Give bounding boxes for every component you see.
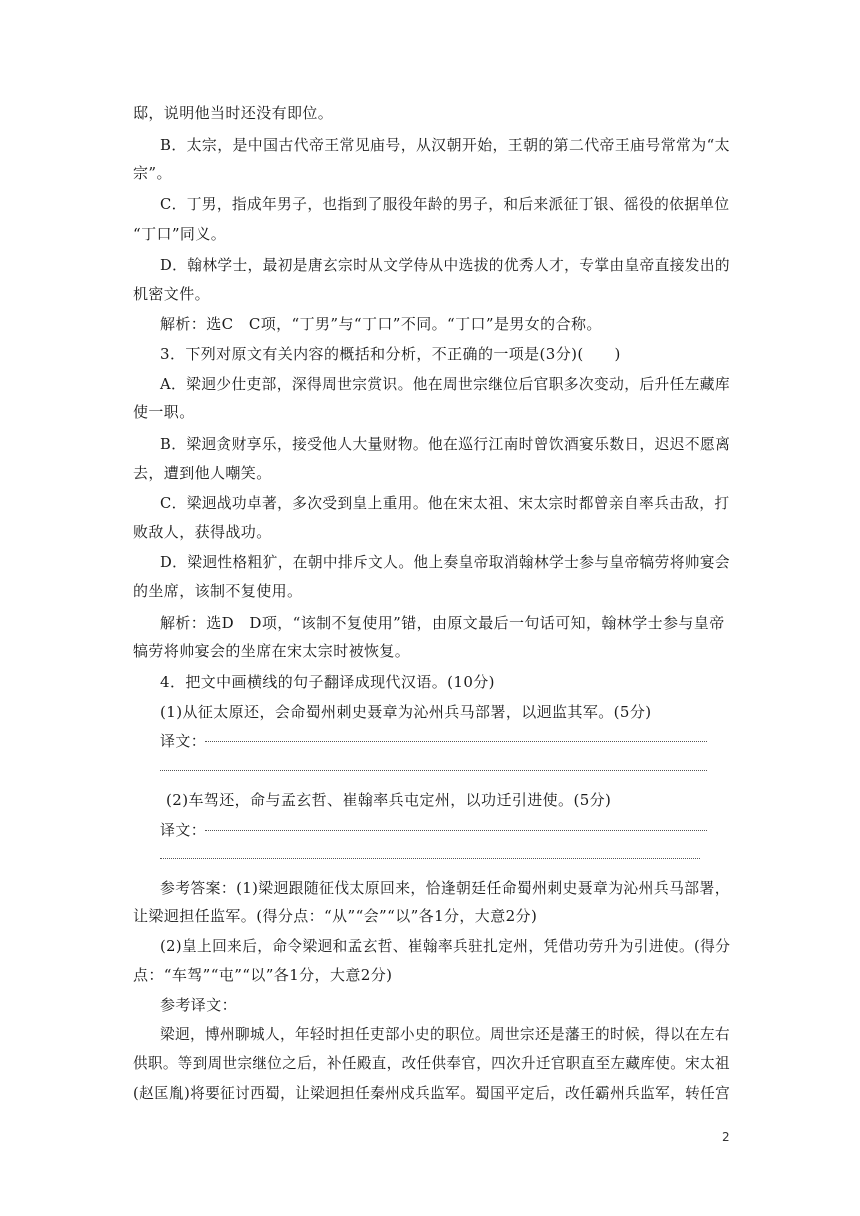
- text-line: 使一职。: [133, 403, 195, 421]
- q3-option-c: C．梁迥战功卓著，多次受到皇上重用。他在宋太祖、宋太宗时都曾亲自率兵击敌，打: [160, 494, 730, 512]
- reference-translation-heading: 参考译文：: [160, 996, 238, 1014]
- q3-option-d: D．梁迥性格粗犷，在朝中排斥文人。他上奏皇帝取消翰林学士参与皇帝犒劳将帅宴会: [160, 553, 731, 571]
- text-line: 宗”。: [133, 164, 172, 182]
- answer-blank-line[interactable]: [160, 858, 700, 859]
- option-b: B．太宗，是中国古代帝王常见庙号，从汉朝开始，王朝的第二代帝王庙号常常为“太: [160, 136, 730, 154]
- analysis-1: 解析：选C C项，“丁男”与“丁口”不同。“丁口”是男女的合称。: [160, 315, 602, 333]
- translation-label-1: 译文：: [160, 732, 207, 750]
- question-4: 4．把文中画横线的句子翻译成现代汉语。(10分): [160, 673, 495, 691]
- sentence-2: (2)车驾还，命与孟玄哲、崔翰率兵屯定州，以功迁引进使。(5分): [166, 791, 612, 809]
- reference-answer: 参考答案：(1)梁迥跟随征伐太原回来，恰逢朝廷任命蜀州刺史聂章为沁州兵马部署，: [160, 879, 730, 897]
- text-line: 点：“车驾”“屯”“以”各1分，大意2分): [133, 966, 393, 984]
- answer-blank-line[interactable]: [160, 770, 707, 771]
- translation-paragraph: 梁迥，博州聊城人，年轻时担任吏部小史的职位。周世宗还是藩王的时候，得以在左右: [160, 1025, 731, 1043]
- text-line: 让梁迥担任监军。(得分点：“从”“会”“以”各1分，大意2分): [133, 907, 538, 925]
- page-number: 2: [722, 1130, 730, 1144]
- answer-blank-line[interactable]: [205, 830, 707, 831]
- text-line: “丁口”同义。: [133, 225, 227, 243]
- q3-option-b: B．梁迥贪财享乐，接受他人大量财物。他在巡行江南时曾饮酒宴乐数日，迟迟不愿离: [160, 435, 731, 453]
- text-line: 机密文件。: [133, 285, 211, 303]
- q3-option-a: A．梁迥少仕吏部，深得周世宗赏识。他在周世宗继位后官职多次变动，后升任左藏库: [160, 375, 731, 393]
- text-line: 败敌人，获得战功。: [133, 523, 272, 541]
- reference-answer-2: (2)皇上回来后，命令梁迥和孟玄哲、崔翰率兵驻扎定州，凭借功劳升为引进使。(得分: [160, 937, 731, 955]
- analysis-2: 解析：选D D项，“该制不复使用”错，由原文最后一句话可知，翰林学士参与皇帝: [160, 614, 725, 632]
- question-3: 3．下列对原文有关内容的概括和分析，不正确的一项是(3分)( ): [160, 345, 621, 363]
- text-line: 犒劳将帅宴会的坐席在宋太宗时被恢复。: [133, 642, 411, 660]
- text-line: 去，遭到他人嘲笑。: [133, 464, 272, 482]
- translation-label-2: 译文：: [160, 821, 207, 839]
- text-line: (赵匡胤)将要征讨西蜀，让梁迥担任秦州戍兵监军。蜀国平定后，改任霸州兵监军，转任宫: [133, 1084, 731, 1102]
- sentence-1: (1)从征太原还，会命蜀州刺史聂章为沁州兵马部署，以迥监其军。(5分): [160, 703, 652, 721]
- text-line: 的坐席，该制不复使用。: [133, 582, 303, 600]
- option-c: C．丁男，指成年男子，也指到了服役年龄的男子，和后来派征丁银、徭役的依据单位: [160, 195, 730, 213]
- text-line: 供职。等到周世宗继位之后，补任殿直，改任供奉官，四次升迁官职直至左藏库使。宋太祖: [133, 1054, 730, 1072]
- text-line: 邸，说明他当时还没有即位。: [133, 104, 334, 122]
- answer-blank-line[interactable]: [205, 741, 707, 742]
- option-d: D．翰林学士，最初是唐玄宗时从文学侍从中选拔的优秀人才，专掌由皇帝直接发出的: [160, 256, 731, 274]
